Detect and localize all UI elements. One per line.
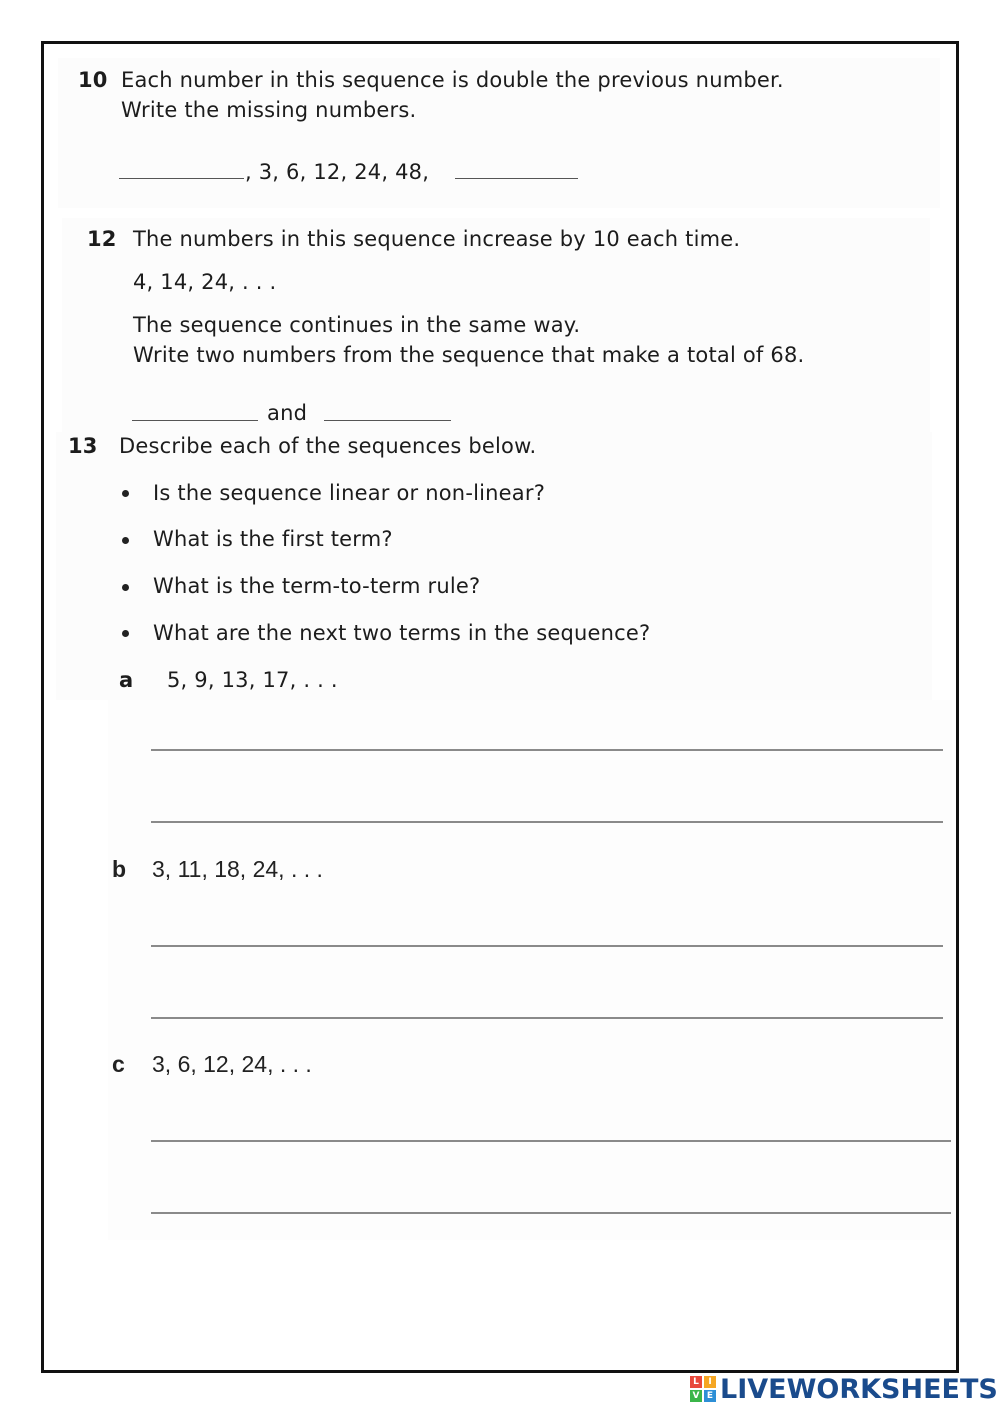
q13b-sequence: 3, 11, 18, 24, . . . <box>152 856 323 882</box>
q13a-label: a <box>119 668 134 692</box>
q13a-sequence: 5, 9, 13, 17, . . . <box>167 668 338 692</box>
q13-panel <box>56 432 932 700</box>
q13b-answer-line-1[interactable] <box>151 945 943 947</box>
logo-letter-l: L <box>690 1376 702 1388</box>
q10-instruction: Each number in this sequence is double the previous number. <box>121 68 784 92</box>
q13-prompt: Describe each of the sequences below. <box>119 434 537 458</box>
q12-answer-blank-1[interactable] <box>132 420 258 421</box>
bullet-icon <box>122 630 129 637</box>
liveworksheets-logo <box>690 1373 998 1405</box>
q12-answer-blank-2[interactable] <box>324 420 451 421</box>
q13-bullet-3: What is the term-to-term rule? <box>153 574 481 598</box>
logo-squares-icon <box>690 1376 716 1402</box>
q13c-answer-line-1[interactable] <box>151 1140 951 1142</box>
q13-bullet-2: What is the first term? <box>153 527 393 551</box>
q10-answer-blank-2[interactable] <box>455 178 578 179</box>
logo-letter-e: E <box>704 1390 716 1402</box>
bullet-icon <box>122 537 129 544</box>
brand-name: LIVEWORKSHEETS <box>720 1373 998 1405</box>
q13b-label: b <box>112 856 127 882</box>
q13a-answer-line-2[interactable] <box>151 821 943 823</box>
q13-bullet-4: What are the next two terms in the sequence? <box>153 621 651 645</box>
q10-sequence: , 3, 6, 12, 24, 48, <box>245 160 430 184</box>
q13c-label: c <box>112 1051 125 1077</box>
bullet-icon <box>122 490 129 497</box>
q12-continuation: The sequence continues in the same way. <box>133 313 581 337</box>
q13b-answer-line-2[interactable] <box>151 1017 943 1019</box>
q12-and: and <box>267 401 308 425</box>
logo-letter-v: V <box>690 1390 702 1402</box>
q12-sequence: 4, 14, 24, . . . <box>133 270 277 294</box>
q13-answer-panel <box>108 700 952 1240</box>
q12-instruction: The numbers in this sequence increase by 10 each time. <box>133 227 741 251</box>
q12-number: 12 <box>87 227 117 251</box>
q10-number: 10 <box>78 68 108 92</box>
q13-bullet-1: Is the sequence linear or non-linear? <box>153 481 546 505</box>
q10-subinstruction: Write the missing numbers. <box>121 98 417 122</box>
q13c-answer-line-2[interactable] <box>151 1212 951 1214</box>
q12-task: Write two numbers from the sequence that make a total of 68. <box>133 343 805 367</box>
bullet-icon <box>122 584 129 591</box>
q10-answer-blank-1[interactable] <box>119 178 244 179</box>
q13c-sequence: 3, 6, 12, 24, . . . <box>152 1051 312 1077</box>
q13-number: 13 <box>68 434 98 458</box>
q13a-answer-line-1[interactable] <box>151 749 943 751</box>
logo-letter-i: I <box>704 1376 716 1388</box>
